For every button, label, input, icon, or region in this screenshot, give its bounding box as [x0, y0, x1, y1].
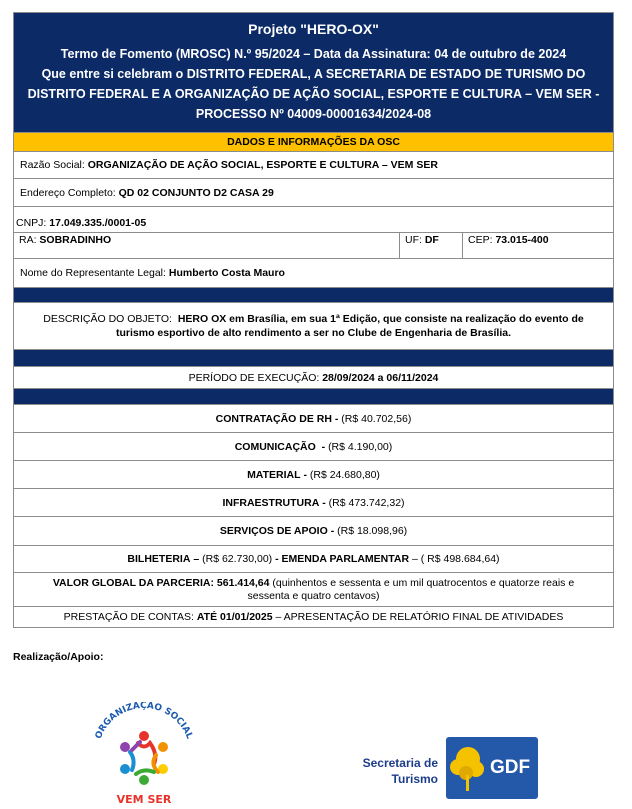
vem-ser-logo-icon — [88, 702, 200, 808]
objeto-row — [14, 302, 613, 349]
ra-cell — [14, 233, 399, 258]
valor-global-extenso-1: (quinhentos e sessenta e um mil quatrocentos e quatorze reais e — [269, 576, 575, 589]
vem-ser-logo — [88, 702, 200, 808]
document-table — [13, 12, 614, 628]
cnpj-row — [14, 206, 613, 232]
secretaria-gdf-logo — [350, 737, 550, 799]
osc-name-text: VEM SER — [116, 793, 172, 806]
budget-sep: - — [327, 525, 338, 537]
razao-label: Razão Social: — [20, 159, 88, 171]
uf-cell — [399, 233, 462, 258]
budget-row — [14, 516, 613, 545]
header-block — [14, 13, 613, 132]
ra-label: RA: — [19, 234, 40, 246]
budget-row — [14, 432, 613, 460]
bilheteria-value: (R$ 62.730,00) — [202, 553, 273, 565]
valor-global-label: VALOR GLOBAL DA PARCERIA: — [52, 576, 217, 589]
budget-row — [14, 460, 613, 488]
budget-row — [14, 404, 613, 432]
prestacao-value: ATÉ 01/01/2025 — [196, 611, 273, 623]
budget-label: CONTRATAÇÃO DE RH — [215, 412, 332, 425]
budget-value: (R$ 24.680,80) — [309, 468, 380, 481]
bilheteria-row — [14, 545, 613, 572]
emenda-label: EMENDA PARLAMENTAR — [281, 553, 410, 565]
ra-uf-cep-row — [14, 232, 613, 258]
sec-line-2: Turismo — [391, 772, 438, 786]
uf-value: DF — [424, 234, 439, 246]
budget-sep: - — [319, 496, 329, 509]
valor-global-line-1 — [53, 577, 574, 590]
osc-arc-text: ORGANIZAÇÃO SOCIAL — [93, 702, 195, 741]
budget-value: (R$ 473.742,32) — [328, 496, 405, 509]
bilheteria-label: BILHETERIA — [127, 553, 191, 565]
budget-label: SERVIÇOS DE APOIO — [219, 525, 328, 537]
objeto-value-1: HERO OX em Brasília, em sua 1ª Edição, que consiste na realização do evento de — [177, 313, 584, 325]
gdf-badge — [446, 737, 538, 799]
valor-global-row — [14, 572, 613, 606]
uf-label: UF: — [405, 234, 425, 246]
budget-row — [14, 488, 613, 516]
header-line-2: Que entre si celebram o DISTRITO FEDERAL, A SECRETARIA DE ESTADO DE TURISMO DO — [41, 67, 586, 81]
header-line-4: PROCESSO Nº 04009-00001634/2024-08 — [195, 107, 432, 121]
prestacao-label: PRESTAÇÃO DE CONTAS: — [63, 611, 197, 623]
objeto-value-2: turismo esportivo de alto rendimento a ser no Clube de Engenharia de Brasília. — [115, 327, 511, 339]
periodo-value: 28/09/2024 a 06/11/2024 — [322, 371, 439, 384]
header-line-3: DISTRITO FEDERAL E A ORGANIZAÇÃO DE AÇÃO SOCIAL, ESPORTE E CULTURA – VEM SER - — [27, 87, 600, 101]
realizacao-apoio-label: Realização/Apoio: — [13, 651, 104, 663]
budget-value: (R$ 40.702,56) — [341, 412, 412, 425]
periodo-label: PERÍODO DE EXECUÇÃO: — [188, 371, 323, 384]
section-title: DADOS E INFORMAÇÕES DA OSC — [14, 132, 613, 151]
project-title: Projeto "HERO-OX" — [248, 21, 379, 37]
bilheteria-mid: - — [272, 553, 282, 565]
objeto-label: DESCRIÇÃO DO OBJETO: — [43, 313, 178, 325]
budget-value: (R$ 4.190,00) — [328, 440, 393, 453]
cep-value: 73.015-400 — [495, 234, 549, 246]
header-line-1: Termo de Fomento (MROSC) N.º 95/2024 – Data da Assinatura: 04 de outubro de 2024 — [60, 47, 567, 61]
divider-bar — [14, 287, 613, 302]
secretaria-turismo-text — [350, 755, 438, 787]
rep-label: Nome do Representante Legal: — [20, 267, 169, 279]
razao-social-row — [14, 151, 613, 178]
budget-value: (R$ 18.098,96) — [337, 525, 408, 537]
bilheteria-sep: – — [190, 553, 203, 565]
budget-label: INFRAESTRUTURA — [222, 496, 320, 509]
divider-bar — [14, 388, 613, 404]
sec-line-1: Secretaria de — [362, 756, 438, 770]
razao-value: ORGANIZAÇÃO DE AÇÃO SOCIAL, ESPORTE E CULTURA – VEM SER — [87, 159, 438, 171]
periodo-row — [14, 366, 613, 388]
cep-cell — [462, 233, 613, 258]
endereco-row — [14, 178, 613, 206]
cnpj-label: CNPJ: — [16, 217, 50, 229]
gdf-text: GDF — [490, 757, 531, 778]
ipe-flower-icon — [446, 737, 490, 799]
valor-global-extenso-2: sessenta e quatro centavos) — [247, 589, 380, 602]
valor-global-value: 561.414,64 — [216, 576, 270, 589]
objeto-line-1 — [43, 312, 584, 326]
cep-label: CEP: — [468, 234, 496, 246]
divider-bar — [14, 349, 613, 366]
budget-label: MATERIAL — [247, 468, 301, 481]
rep-value: Humberto Costa Mauro — [168, 267, 285, 279]
emenda-value: ( R$ 498.684,64) — [420, 553, 500, 565]
emenda-sep: – — [409, 553, 421, 565]
representante-row — [14, 258, 613, 287]
budget-sep: - — [300, 468, 310, 481]
prestacao-row — [14, 606, 613, 627]
endereco-label: Endereço Completo: — [20, 186, 119, 199]
endereco-value: QD 02 CONJUNTO D2 CASA 29 — [118, 186, 274, 199]
objeto-line-2 — [116, 326, 511, 340]
budget-label: COMUNICAÇÃO — [234, 440, 319, 453]
budget-sep: - — [331, 412, 342, 425]
prestacao-rest: – APRESENTAÇÃO DE RELATÓRIO FINAL DE ATIVIDADES — [272, 611, 564, 623]
cnpj-value: 17.049.335./0001-05 — [49, 217, 147, 229]
budget-sep: - — [318, 440, 329, 453]
ra-value: SOBRADINHO — [39, 234, 112, 246]
